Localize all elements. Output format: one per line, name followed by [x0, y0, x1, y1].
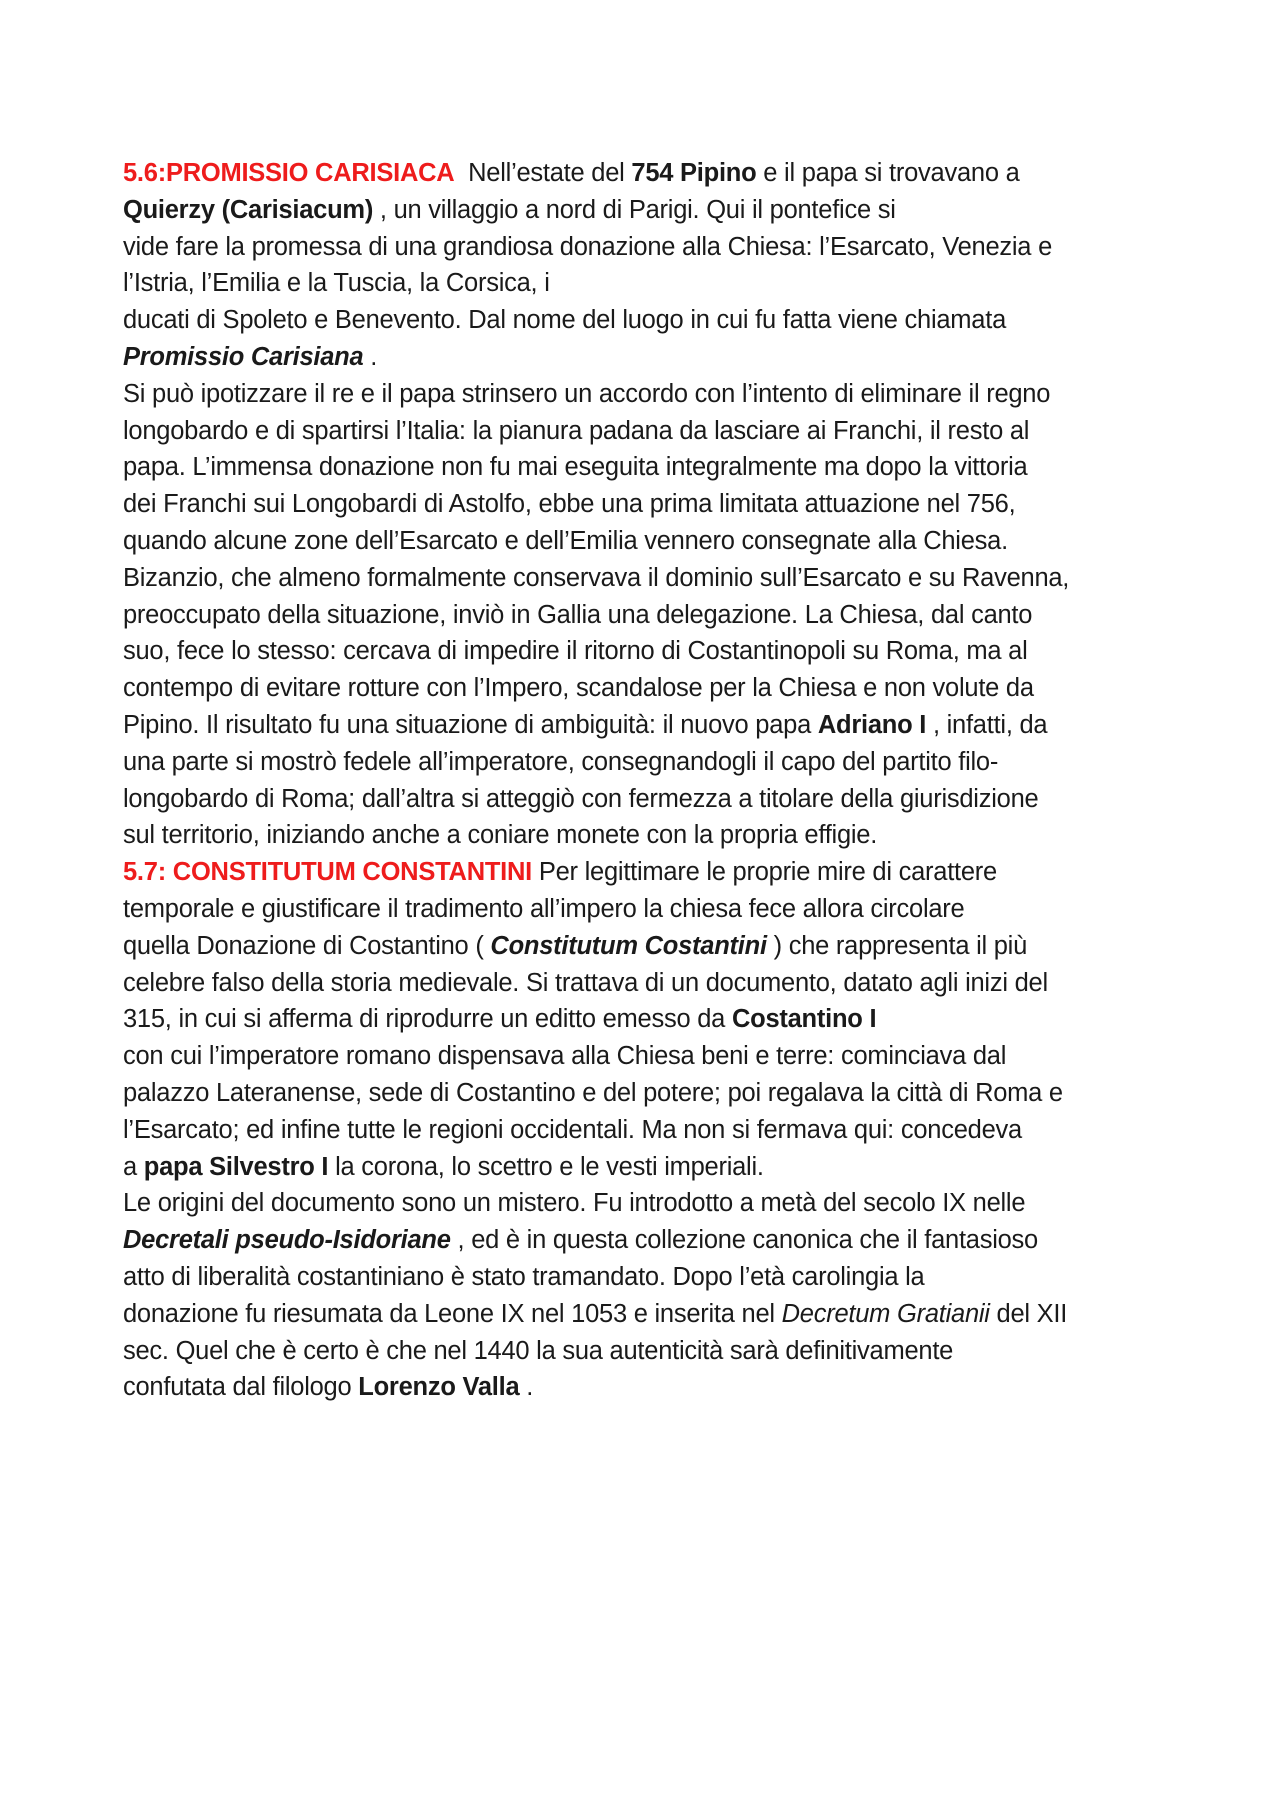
text-run: palazzo Lateranense, sede di Costantino e del potere; poi regalava la città di Roma e: [123, 1078, 1063, 1107]
text-run: contempo di evitare rotture con l’Impero, scandalose per la Chiesa e non volute da: [123, 674, 1034, 703]
text-run: l’Istria, l’Emilia e la Tuscia, la Corsica, i: [123, 269, 550, 298]
text-run: con cui l’imperatore romano dispensava alla Chiesa beni e terre: cominciava dal: [123, 1042, 1007, 1071]
text-run: Si può ipotizzare il re e il papa strinsero un accordo con l’intento di eliminare il regno: [123, 379, 1051, 408]
italic-text: Decretum Gratianii: [781, 1299, 990, 1328]
bold-text: Lorenzo Valla: [358, 1373, 520, 1402]
text-line: [123, 486, 1203, 523]
text-line: [123, 891, 1203, 928]
text-run: .: [519, 1373, 534, 1402]
text-line: [123, 1149, 1203, 1186]
text-run: Nell’estate del: [454, 159, 632, 187]
text-run: sul territorio, iniziando anche a coniare monete con la propria effigie.: [123, 821, 878, 850]
text-line: [123, 1075, 1203, 1112]
text-line: [123, 744, 1203, 781]
text-run: papa. L’immensa donazione non fu mai eseguita integralmente ma dopo la vittoria: [123, 453, 1028, 482]
text-run: quando alcune zone dell’Esarcato e dell’Emilia vennero consegnate alla Chiesa.: [123, 526, 1008, 555]
text-line: [123, 597, 1203, 634]
text-line: [123, 523, 1203, 560]
text-line: [123, 965, 1203, 1002]
text-run: atto di liberalità costantiniano è stato tramandato. Dopo l’età carolingia la: [123, 1262, 925, 1291]
section-heading: 5.7: CONSTITUTUM CONSTANTINI: [123, 858, 533, 887]
text-run: sec. Quel che è certo è che nel 1440 la sua autenticità sarà definitivamente: [123, 1336, 954, 1365]
text-line: [123, 1222, 1203, 1259]
text-run: una parte si mostrò fedele all’imperatore, consegnandogli il capo del partito filo-: [123, 747, 999, 776]
text-run: del XII: [989, 1299, 1068, 1328]
text-run: dei Franchi sui Longobardi di Astolfo, ebbe una prima limitata attuazione nel 756,: [123, 490, 1016, 519]
text-run: a: [123, 1152, 144, 1181]
text-run: longobardo di Roma; dall’altra si atteggiò con fermezza a titolare della giurisdizione: [123, 784, 1039, 813]
text-line: [123, 1296, 1203, 1333]
text-line: [123, 928, 1203, 965]
text-run: 315, in cui si afferma di riprodurre un editto emesso da: [123, 1005, 732, 1034]
text-run: Le origini del documento sono un mistero. Fu introdotto a metà del secolo IX nelle: [123, 1189, 1026, 1218]
bold-text: Costantino I: [731, 1005, 877, 1034]
text-run: quella Donazione di Costantino (: [123, 931, 491, 960]
text-line: [123, 707, 1203, 744]
document-body: [123, 155, 1203, 1406]
text-line: [123, 1185, 1203, 1222]
text-run: , ed è in questa collezione canonica che il fantasioso: [450, 1226, 1038, 1255]
text-line: [123, 1001, 1203, 1038]
text-run: Pipino. Il risultato fu una situazione di ambiguità: il nuovo papa: [123, 710, 818, 739]
text-run: donazione fu riesumata da Leone IX nel 1053 e inserita nel: [123, 1299, 782, 1328]
text-run: confutata dal filologo: [123, 1373, 359, 1402]
bold-italic-text: Decretali pseudo-Isidoriane: [123, 1226, 451, 1255]
text-run: ) che rappresenta il più: [766, 931, 1028, 960]
bold-text: 754 Pipino: [631, 159, 757, 187]
text-run: , infatti, da: [926, 710, 1048, 739]
text-line: [123, 449, 1203, 486]
text-line: [123, 229, 1203, 266]
text-line: [123, 633, 1203, 670]
text-line: [123, 781, 1203, 818]
text-run: temporale e giustificare il tradimento all’impero la chiesa fece allora circolare: [123, 894, 965, 923]
text-run: e il papa si trovavano a: [756, 159, 1020, 187]
bold-italic-text: Promissio Carisiana: [123, 342, 364, 371]
text-line: [123, 1112, 1203, 1149]
text-run: celebre falso della storia medievale. Si trattava di un documento, datato agli inizi del: [123, 968, 1048, 997]
section-heading: 5.6:PROMISSIO CARISIACA: [123, 159, 455, 187]
text-run: ducati di Spoleto e Benevento. Dal nome del luogo in cui fu fatta viene chiamata: [123, 306, 1006, 335]
text-line: [123, 1259, 1203, 1296]
bold-text: papa Silvestro I: [143, 1152, 329, 1181]
text-line: [123, 376, 1203, 413]
text-line: [123, 1333, 1203, 1370]
text-line: [123, 265, 1203, 302]
text-run: Per legittimare le proprie mire di carattere: [532, 858, 997, 887]
text-run: Bizanzio, che almeno formalmente conservava il dominio sull’Esarcato e su Ravenna,: [123, 563, 1070, 592]
text-line: [123, 817, 1203, 854]
text-line: [123, 302, 1203, 339]
text-run: .: [363, 342, 378, 371]
text-run: longobardo e di spartirsi l’Italia: la pianura padana da lasciare ai Franchi, il resto al: [123, 416, 1030, 445]
text-line: [123, 1369, 1203, 1406]
text-run: suo, fece lo stesso: cercava di impedire il ritorno di Costantinopoli su Roma, ma al: [123, 637, 1028, 666]
text-run: , un villaggio a nord di Parigi. Qui il pontefice si: [373, 195, 896, 224]
text-line: [123, 339, 1203, 376]
text-line: [123, 413, 1203, 450]
text-line: [123, 670, 1203, 707]
bold-text: Adriano I: [817, 710, 927, 739]
text-line: [123, 854, 1203, 891]
text-run: l’Esarcato; ed infine tutte le regioni occidentali. Ma non si fermava qui: concedeva: [123, 1115, 1022, 1144]
text-run: la corona, lo scettro e le vesti imperiali.: [328, 1152, 764, 1181]
text-line: [123, 192, 1203, 229]
text-line: [123, 560, 1203, 597]
text-run: vide fare la promessa di una grandiosa donazione alla Chiesa: l’Esarcato, Venezia e: [123, 232, 1053, 261]
text-line: [123, 1038, 1203, 1075]
bold-text: Quierzy (Carisiacum): [123, 195, 374, 224]
text-run: preoccupato della situazione, inviò in Gallia una delegazione. La Chiesa, dal canto: [123, 600, 1033, 629]
text-line: [123, 155, 1203, 192]
bold-italic-text: Constitutum Costantini: [490, 931, 767, 960]
